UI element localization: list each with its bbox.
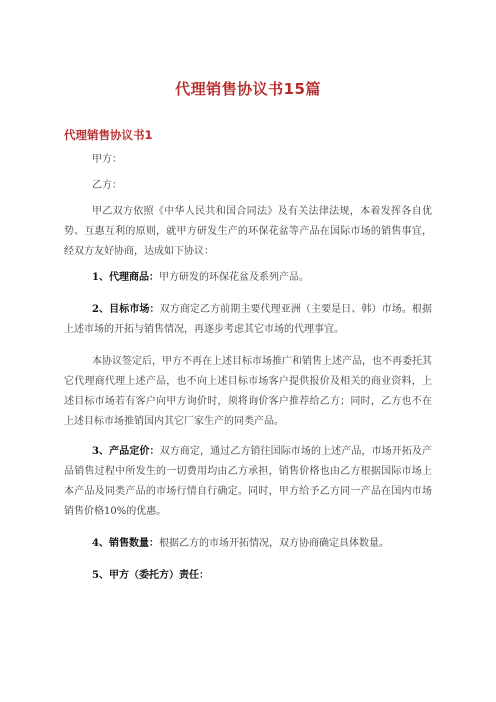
exclusivity-text: 本协议签定后，甲方不再在上述目标市场推广和销售上述产品，也不再委托其它代理商代理上述产品，也不向上述目标市场客户提供报价及相关的商业资料，上述目标市场若有客户向甲方询价时，须将询价客户推荐给乙方；同时，乙方也不在上述目标市场推销国内其它厂家生产的同类产品。: [64, 356, 432, 427]
section-heading: 代理销售协议书1: [64, 128, 153, 142]
intro-paragraph: 甲乙双方依照《中华人民共和国合同法》及有关法律法规，本着发挥各自优势、互惠互利的原则，就甲方研发生产的环保花盆等产品在国际市场的销售事宜，经双方友好协商，达成如下协议：: [64, 206, 432, 257]
party-a-line: 甲方：: [92, 154, 122, 165]
clause-4: [64, 534, 432, 554]
clause-3: [64, 442, 432, 522]
clause-2: [64, 300, 432, 340]
clause-5-label: 5、甲方（委托方）责任：: [92, 570, 209, 581]
clause-1-label: 1、代理商品：: [92, 272, 159, 283]
clause-1: [64, 268, 432, 288]
clause-4-label: 4、销售数量：: [92, 538, 159, 549]
document-title: 代理销售协议书15篇: [175, 80, 321, 98]
clause-5: [64, 566, 432, 586]
clause-4-text: 根据乙方的市场开拓情况，双方协商确定具体数量。: [158, 538, 389, 549]
clause-3-label: 3、产品定价：: [92, 446, 160, 457]
party-b-line: 乙方：: [92, 180, 122, 191]
clause-2-text: 双方商定乙方前期主要代理亚洲（主要是日、韩）市场。根据上述市场的开拓与销售情况，再逐步考虑其它市场的代理事宜。: [64, 304, 432, 335]
clause-3-text: 双方商定，通过乙方销往国际市场的上述产品，市场开拓及产品销售过程中所发生的一切费用均由乙方承担，销售价格也由乙方根据国际市场上本产品及同类产品的市场行情自行确定。同时，甲方给予乙方同一产品在国内市场销售价格10%的优惠。: [64, 446, 432, 517]
clause-1-text: 甲方研发的环保花盆及系列产品。: [158, 272, 309, 283]
clause-2-label: 2、目标市场：: [92, 304, 160, 315]
exclusivity-paragraph: [64, 352, 432, 432]
